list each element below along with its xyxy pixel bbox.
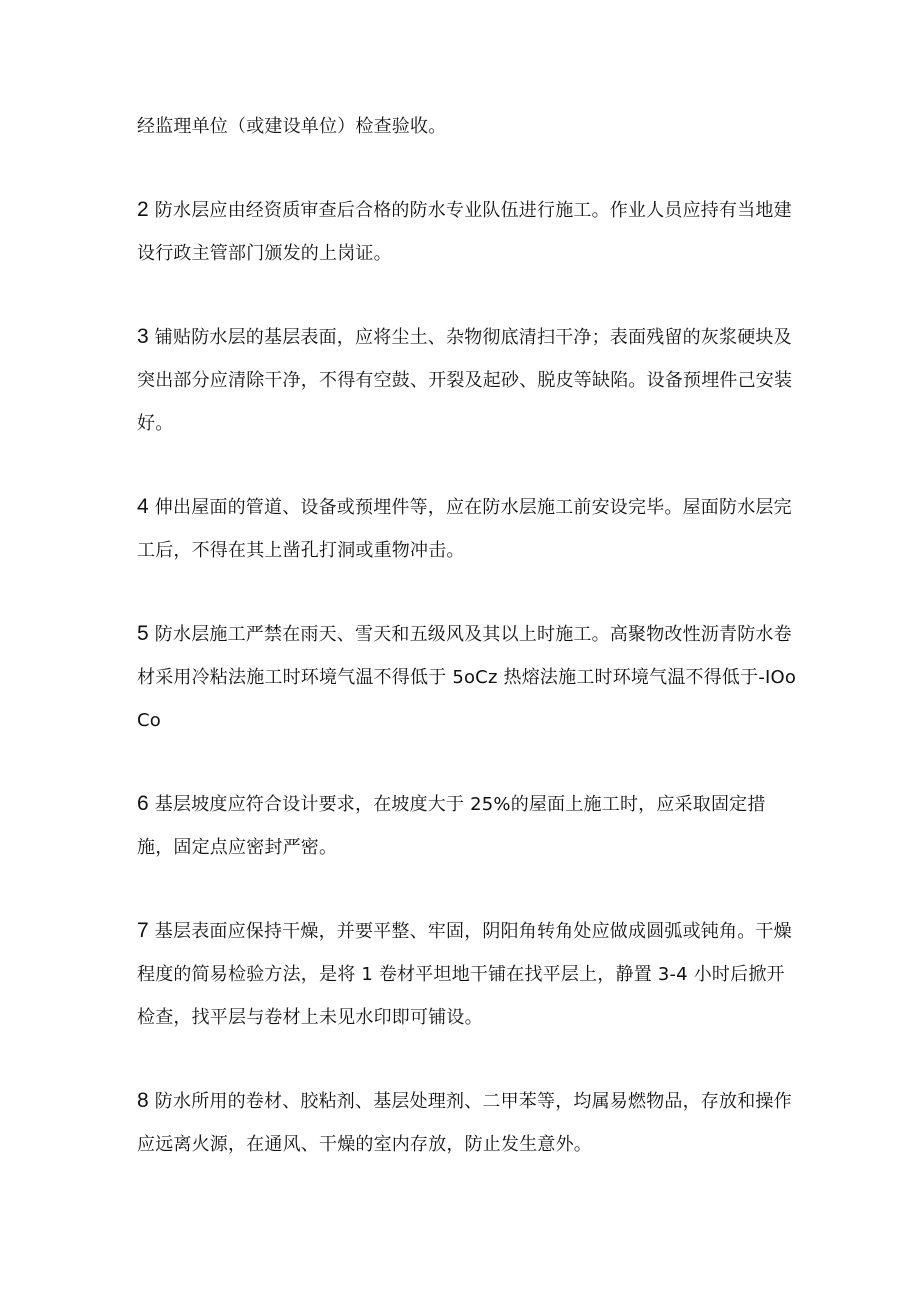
document-body bbox=[137, 104, 797, 1206]
paragraph-text: 基层坡度应符合设计要求，在坡度大于 25%的屋面上施工时，应采取固定措施，固定点应密封严密。 bbox=[137, 794, 766, 858]
paragraph-2 bbox=[137, 188, 797, 275]
paragraph-number: 6 bbox=[137, 792, 149, 815]
paragraph-7 bbox=[137, 909, 797, 1039]
paragraph-text: 伸出屋面的管道、设备或预埋件等，应在防水层施工前安设完毕。屋面防水层完工后，不得在其上凿孔打洞或重物冲击。 bbox=[137, 497, 792, 561]
paragraph-8 bbox=[137, 1079, 797, 1166]
paragraph-number: 5 bbox=[137, 622, 149, 645]
paragraph-text: 防水层应由经资质审查后合格的防水专业队伍进行施工。作业人员应持有当地建设行政主管部门颁发的上岗证。 bbox=[137, 200, 792, 264]
paragraph-number: 3 bbox=[137, 325, 149, 348]
paragraph-number: 8 bbox=[137, 1089, 149, 1112]
paragraph-text: 防水层施工严禁在雨天、雪天和五级风及其以上时施工。高聚物改性沥青防水卷材采用冷粘法施工时环境气温不得低于 5oCz 热熔法施工时环境气温不得低于-IOoCo bbox=[137, 624, 797, 731]
paragraph-4 bbox=[137, 485, 797, 572]
paragraph-6 bbox=[137, 782, 797, 869]
paragraph-text: 防水所用的卷材、胶粘剂、基层处理剂、二甲苯等，均属易燃物品，存放和操作应远离火源，在通风、干燥的室内存放，防止发生意外。 bbox=[137, 1091, 792, 1155]
paragraph-3 bbox=[137, 315, 797, 445]
paragraph-text: 基层表面应保持干燥，并要平整、牢固，阴阳角转角处应做成圆弧或钝角。干燥程度的简易检验方法，是将 1 卷材平坦地干铺在找平层上，静置 3-4 小时后掀开检查，找平层与卷材上未见水印即可铺设。 bbox=[137, 921, 792, 1028]
paragraph-text: 经监理单位（或建设单位）检查验收。 bbox=[137, 116, 447, 137]
paragraph-number: 2 bbox=[137, 198, 149, 221]
paragraph-number: 4 bbox=[137, 495, 149, 518]
paragraph-1 bbox=[137, 104, 797, 148]
paragraph-5 bbox=[137, 612, 797, 742]
paragraph-number: 7 bbox=[137, 919, 149, 942]
paragraph-text: 铺贴防水层的基层表面，应将尘土、杂物彻底清扫干净；表面残留的灰浆硬块及突出部分应清除干净，不得有空鼓、开裂及起砂、脱皮等缺陷。设备预埋件己安装好。 bbox=[137, 327, 793, 434]
